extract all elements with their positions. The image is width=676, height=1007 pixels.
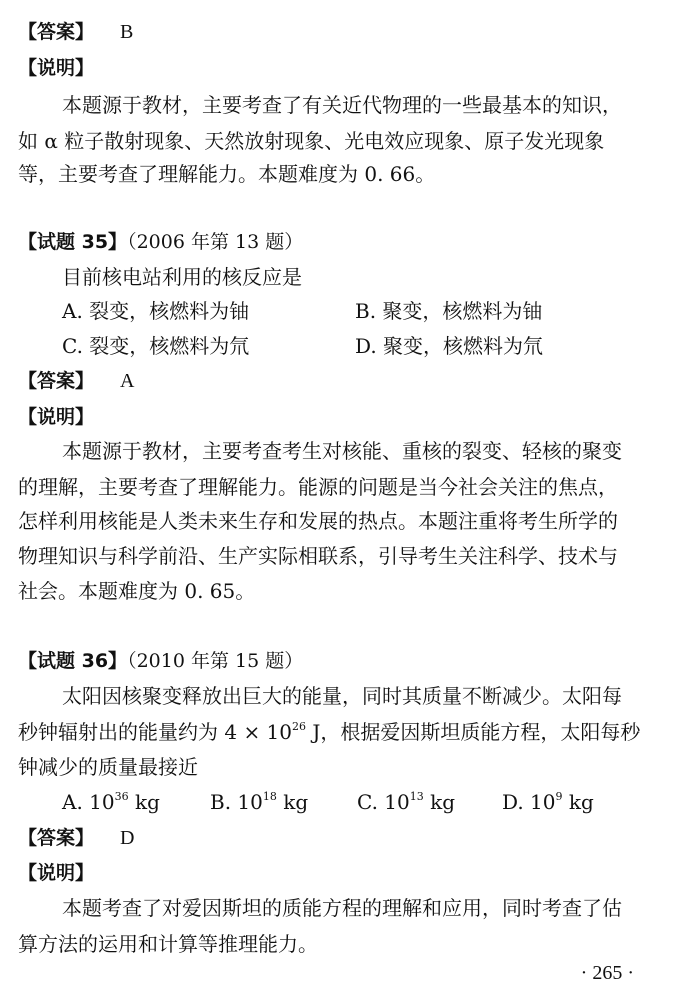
question-stem: 太阳因核聚变释放出巨大的能量，同时其质量不断减少。太阳每 [62, 684, 622, 708]
question-stem: 钟减少的质量最接近 [18, 755, 198, 779]
exponent: 18 [262, 790, 277, 803]
question-header [18, 647, 652, 675]
answer-row [18, 824, 652, 852]
explain-label: 【说明】 [18, 406, 95, 428]
question-stem: 目前核电站利用的核反应是 [62, 265, 302, 289]
option-a [62, 788, 160, 816]
explain-line: 本题源于教材，主要考查了有关近代物理的一些最基本的知识， [62, 93, 622, 117]
question-source: （2006 年第 13 题） [127, 231, 304, 253]
explain-line: 怎样利用核能是人类未来生存和发展的热点。本题注重将考生所学的 [18, 509, 618, 533]
question-header [18, 228, 652, 256]
answer-value: D [120, 827, 135, 849]
answer-label: 【答案】 [18, 370, 95, 392]
option-text: B. 10 [210, 790, 263, 814]
option-a: A. 裂变，核燃料为铀 [62, 299, 250, 323]
answer-value: B [120, 21, 134, 43]
answer-row [18, 18, 652, 46]
option-unit: kg [276, 790, 309, 814]
answer-label: 【答案】 [18, 21, 95, 43]
stem-text: 秒钟辐射出的能量约为 4 × 10 [18, 720, 293, 744]
explain-line: 社会。本题难度为 0. 65。 [18, 579, 256, 603]
explain-label: 【说明】 [18, 57, 95, 79]
option-d [502, 788, 594, 816]
exponent: 36 [114, 790, 129, 803]
explain-line: 本题考查了对爱因斯坦的质能方程的理解和应用，同时考查了估 [62, 896, 622, 920]
explain-line: 如 α 粒子散射现象、天然放射现象、光电效应现象、原子发光现象 [18, 129, 605, 153]
question-source: （2010 年第 15 题） [127, 650, 304, 672]
answer-row [18, 367, 652, 395]
question-number: 【试题 35】 [18, 231, 128, 253]
option-unit: kg [423, 790, 456, 814]
option-text: A. 10 [62, 790, 115, 814]
exponent: 13 [409, 790, 424, 803]
exponent: 26 [292, 720, 307, 733]
explain-line: 的理解，主要考查了理解能力。能源的问题是当今社会关注的焦点， [18, 475, 618, 499]
option-c: C. 裂变，核燃料为氘 [62, 334, 250, 358]
explain-line: 算方法的运用和计算等推理能力。 [18, 932, 318, 956]
option-d: D. 聚变，核燃料为氘 [355, 334, 544, 358]
option-b: B. 聚变，核燃料为铀 [355, 299, 543, 323]
answer-value: A [120, 370, 135, 392]
question-number: 【试题 36】 [18, 650, 128, 672]
option-text: C. 10 [357, 790, 410, 814]
page-number: · 265 · [580, 962, 634, 984]
explain-label: 【说明】 [18, 862, 95, 884]
explain-line: 本题源于教材，主要考查考生对核能、重核的裂变、轻核的聚变 [62, 439, 622, 463]
stem-text: J，根据爱因斯坦质能方程，太阳每秒 [306, 720, 641, 744]
exponent: 9 [555, 790, 563, 803]
answer-label: 【答案】 [18, 827, 95, 849]
option-c [357, 788, 455, 816]
option-unit: kg [562, 790, 594, 814]
explain-line: 等，主要考查了理解能力。本题难度为 0. 66。 [18, 162, 436, 186]
option-b [210, 788, 308, 816]
question-stem [18, 718, 652, 746]
option-unit: kg [128, 790, 160, 814]
explain-line: 物理知识与科学前沿、生产实际相联系，引导考生关注科学、技术与 [18, 544, 618, 568]
option-text: D. 10 [502, 790, 556, 814]
